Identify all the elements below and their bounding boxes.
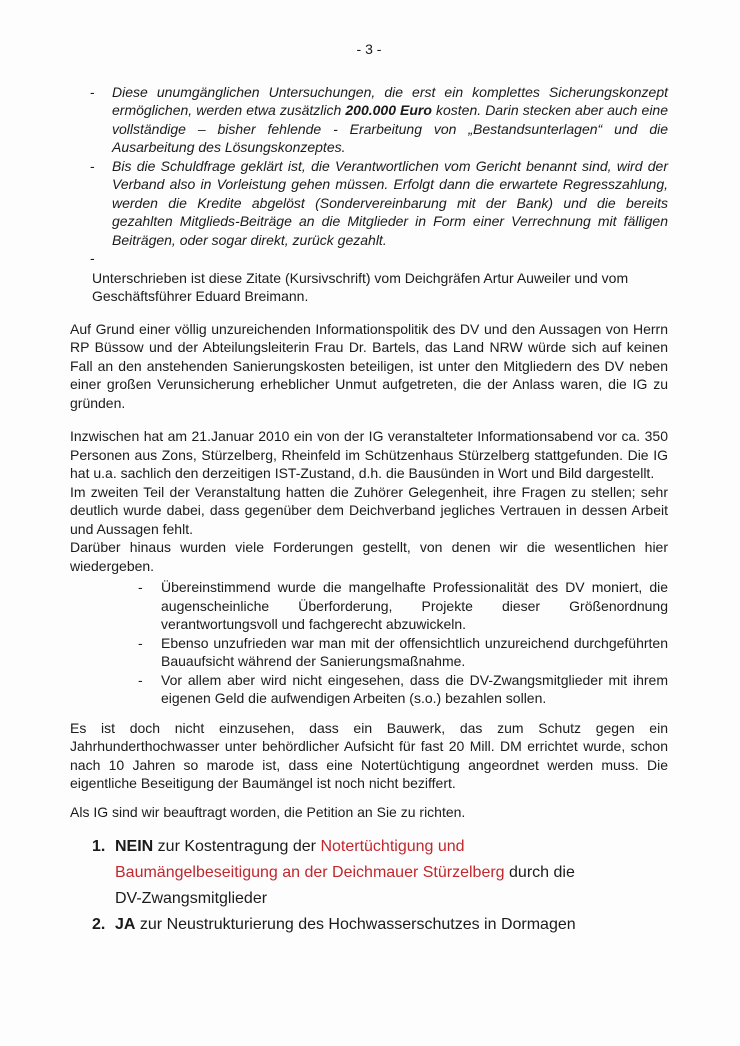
demand-item-text: Übereinstimmend wurde die mangelhafte Professionalität des DV moniert, die augenscheinliche Überforderung, Projekte dieser Größenordnung verantwortungsvoll und fachgerecht abzuwickeln. bbox=[161, 579, 668, 632]
petition-item-tail: durch die DV-Zwangsmitglieder bbox=[115, 864, 575, 907]
bullet-dash: - bbox=[138, 579, 143, 595]
paragraph-event-2: Im zweiten Teil der Veranstaltung hatten die Zuhörer Gelegenheit, ihre Fragen zu stellen; sehr deutlich wurde dabei, dass gegenüber dem Deichverband jegliches Vertrauen in dessen Arbeit und Aussagen fehlt. bbox=[70, 483, 668, 537]
paragraph-conclusion: Es ist doch nicht einzusehen, dass ein Bauwerk, das zum Schutz gegen ein Jahrhunderthochwasser unter behördlicher Aufsicht für fast 20 Mill. DM errichtet wurde, schon nach 10 Jahren so marode ist, dass eine Notertüchtigung angeordnet werden muss. Die eigentliche Beseitigung der Baumängel ist noch nicht beziffert. bbox=[70, 719, 668, 791]
quote-item-liability bbox=[70, 157, 668, 250]
bullet-dash: - bbox=[138, 671, 143, 688]
petition-numbered-list bbox=[70, 834, 668, 938]
petition-red-highlight: Notertüchtigung und Baumängelbeseitigung an der Deichmauer Stürzelberg bbox=[115, 838, 505, 881]
bullet-dash: - bbox=[138, 634, 143, 651]
quote-item-liability-text: Bis die Schuldfrage geklärt ist, die Verantwortlichen vom Gericht benannt sind, wird der Verband also in Vorleistung gehen müssen. Erfolgt dann die erwartete Regresszahlung, werden die Kredite abgelöst (Sondervereinbarung mit der Bank) und die bereits gezahlten Mitglieds-Beiträge an die Mitglieder in Form einer Verrechnung mit fälligen Beiträgen, oder sogar direkt, zurück gezahlt. bbox=[112, 157, 668, 248]
demand-item-text: Vor allem aber wird nicht eingesehen, dass die DV-Zwangsmitglieder mit ihrem eigenen Geld die aufwendigen Arbeiten (s.o.) bezahlen sollen. bbox=[161, 671, 668, 706]
page-number: - 3 - bbox=[356, 41, 382, 57]
amount-bold: 200.000 Euro bbox=[345, 102, 432, 118]
quote-item-costs bbox=[70, 83, 668, 157]
petition-item-nein bbox=[70, 834, 580, 912]
demand-item bbox=[70, 634, 668, 671]
paragraph-event-3: Darüber hinaus wurden viele Forderungen gestellt, von denen wir die wesentlichen hier wiedergeben. bbox=[70, 539, 668, 574]
petition-item-tail: zur Neustrukturierung des Hochwasserschutzes in Dormagen bbox=[135, 916, 576, 933]
petition-item-mid: zur Kostentragung der bbox=[153, 838, 321, 855]
petition-item-number: 2. bbox=[92, 916, 106, 933]
quote-item-costs-pre: Diese unumgänglichen Untersuchungen, die erst ein komplettes Sicherungskonzept ermöglichen, werden etwa zusätzlich bbox=[112, 83, 668, 118]
paragraph-background: Auf Grund einer völlig unzureichenden Informationspolitik des DV und den Aussagen von Herrn RP Büssow und der Abteilungsleiterin Frau Dr. Bartels, das Land NRW würde sich auf keinen Fall an den anstehenden Sanierungskosten beteiligen, ist unter den Mitgliedern des DV neben einer großen Verunsicherung erheblicher Unmut aufgetreten, die der Anlass waren, die IG zu gründen. bbox=[70, 320, 668, 411]
demand-item bbox=[70, 578, 668, 634]
bullet-dash: - bbox=[90, 83, 95, 100]
petition-keyword-nein: NEIN bbox=[115, 838, 154, 855]
petition-keyword-ja: JA bbox=[115, 916, 136, 933]
demand-item bbox=[70, 671, 668, 708]
demand-bullet-list bbox=[70, 578, 668, 708]
quote-bullet-list bbox=[70, 83, 668, 268]
petition-item-ja bbox=[70, 912, 580, 938]
quote-item-empty bbox=[70, 249, 668, 268]
bullet-dash: - bbox=[90, 250, 95, 266]
bullet-dash: - bbox=[90, 157, 95, 174]
petition-item-number: 1. bbox=[92, 838, 106, 855]
signature-note: Unterschrieben ist diese Zitate (Kursivschrift) vom Deichgräfen Artur Auweiler und vom Geschäftsführer Eduard Breimann. bbox=[92, 269, 629, 304]
paragraph-mandate: Als IG sind wir beauftragt worden, die Petition an Sie zu richten. bbox=[70, 803, 466, 820]
event-paragraphs bbox=[70, 427, 668, 575]
demand-item-text: Ebenso unzufrieden war man mit der offensichtlich unzureichend durchgeführten Bauaufsicht während der Sanierungsmaßnahme. bbox=[161, 634, 668, 669]
quote-item-costs-post: kosten. Darin stecken aber auch eine vollständige – bisher fehlende - Erarbeitung von „Bestandsunterlagen“ und die Ausarbeitung des Lösungskonzeptes. bbox=[112, 102, 669, 155]
paragraph-event-1: Inzwischen hat am 21.Januar 2010 ein von der IG veranstalteter Informationsabend vor ca. 350 Personen aus Zons, Stürzelberg, Rheinfeld im Schützenhaus Stürzelberg stattgefunden. Die IG hat u.a. sachlich den derzeitigen IST-Zustand, d.h. die Bausünden in Wort und Bild dargestellt. bbox=[70, 428, 668, 481]
